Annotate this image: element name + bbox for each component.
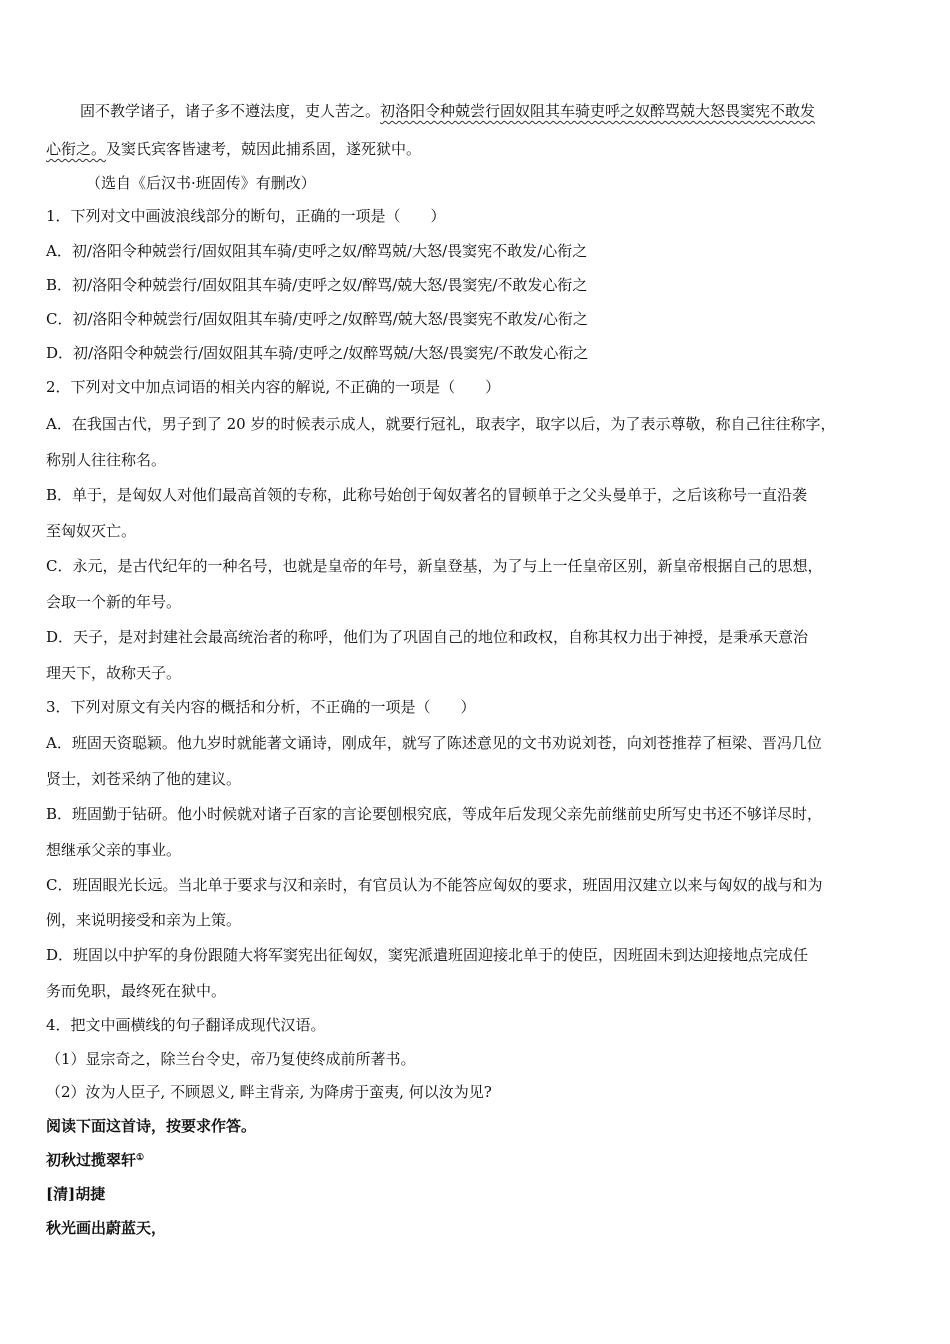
q4-stem: 4．把文中画横线的句子翻译成现代汉语。 [46, 1016, 326, 1034]
passage-source: （选自《后汉书·班固传》有删改） [86, 174, 316, 192]
q2-option-b-line-2: 至匈奴灭亡。 [46, 522, 137, 540]
q3-option-a-line-1: A．班固天资聪颖。他九岁时就能著文诵诗，刚成年，就写了陈述意见的文书劝说刘苍，向刘苍推荐了桓梁、晋冯几位 [46, 734, 822, 752]
q3-option-b-line-1: B．班固勤于钻研。他小时候就对诸子百家的言论要刨根究底，等成年后发现父亲先前继前史所写史书还不够详尽时， [46, 805, 823, 823]
q2-option-d-line-1: D．天子，是对封建社会最高统治者的称呼，他们为了巩固自己的地位和政权，自称其权力出于神授，是秉承天意治 [46, 628, 809, 646]
q3-option-a-line-2: 贤士，刘苍采纳了他的建议。 [46, 770, 242, 788]
passage-line-2 [46, 138, 910, 160]
passage-plain-text: 及窦氏宾客皆逮考，兢因此捕系固，遂死狱中。 [106, 140, 422, 158]
q4-sentence-1: （1）显宗奇之，除兰台令史，帝乃复使终成前所著书。 [46, 1050, 416, 1068]
q1-option-b: B．初/洛阳令种兢尝行/固奴阻其车骑/吏呼之奴/醉骂/兢大怒/畏窦宪/不敢发心衔之 [46, 276, 588, 294]
q1-option-a: A．初/洛阳令种兢尝行/固奴阻其车骑/吏呼之奴/醉骂兢/大怒/畏窦宪不敢发/心衔之 [46, 242, 588, 260]
q3-option-c-line-2: 例，来说明接受和亲为上策。 [46, 911, 242, 929]
q3-option-d-line-1: D．班固以中护军的身份跟随大将军窦宪出征匈奴，窦宪派遣班固迎接北单于的使臣，因班固未到达迎接地点完成任 [46, 946, 809, 964]
q3-option-b-line-2: 想继承父亲的事业。 [46, 841, 182, 859]
passage-line-1 [80, 100, 910, 122]
q2-stem: 2．下列对文中加点词语的相关内容的解说, 不正确的一项是（ ） [46, 378, 501, 396]
q3-option-c-line-1: C．班固眼光长远。当北单于要求与汉和亲时，有官员认为不能答应匈奴的要求，班固用汉建立以来与匈奴的战与和为 [46, 876, 823, 894]
q3-stem: 3．下列对原文有关内容的概括和分析，不正确的一项是（ ） [46, 698, 476, 716]
q2-option-d-line-2: 理天下，故称天子。 [46, 664, 182, 682]
q2-option-c-line-1: C．永元，是古代纪年的一种名号，也就是皇帝的年号，新皇登基，为了与上一任皇帝区别，新皇帝根据自己的思想， [46, 557, 823, 575]
q1-stem: 1．下列对文中画波浪线部分的断句，正确的一项是（ ） [46, 207, 446, 225]
q1-option-d: D．初/洛阳令种兢尝行/固奴阻其车骑/吏呼之/奴醉骂兢/大怒/畏窦宪/不敢发心衔之 [46, 344, 589, 362]
poem-title-text: 初秋过揽翠轩 [46, 1151, 137, 1169]
wavy-underlined-text: 初洛阳令种兢尝行固奴阻其车骑吏呼之奴醉骂兢大怒畏窦宪不敢发 [380, 102, 816, 120]
q3-option-d-line-2: 务而免职，最终死在狱中。 [46, 982, 227, 1000]
passage-plain-text: 固不教学诸子，诸子多不遵法度，吏人苦之。 [80, 102, 381, 120]
q2-option-a-line-2: 称别人往往称名。 [46, 451, 167, 469]
poem-title [46, 1149, 910, 1171]
q2-option-a-line-1: A．在我国古代，男子到了 20 岁的时候表示成人，就要行冠礼，取表字，取字以后，为了表示尊敬，称自己往往称字， [46, 415, 836, 433]
q2-option-b-line-1: B．单于，是匈奴人对他们最高首领的专称，此称号始创于匈奴著名的冒顿单于之父头曼单于，之后该称号一直沿袭 [46, 486, 808, 504]
poem-instruction: 阅读下面这首诗，按要求作答。 [46, 1117, 257, 1135]
footnote-marker: ① [136, 1153, 145, 1163]
poem-author: [清]胡捷 [46, 1185, 106, 1203]
q1-option-c: C．初/洛阳令种兢尝行/固奴阻其车骑/吏呼之/奴醉骂/兢大怒/畏窦宪不敢发/心衔之 [46, 310, 588, 328]
q4-sentence-2: （2）汝为人臣子, 不顾恩义, 畔主背亲, 为降虏于蛮夷, 何以汝为见? [46, 1083, 492, 1101]
poem-line-1: 秋光画出蔚蓝天， [46, 1219, 167, 1237]
wavy-underlined-text: 心衔之。 [46, 140, 107, 158]
q2-option-c-line-2: 会取一个新的年号。 [46, 593, 182, 611]
